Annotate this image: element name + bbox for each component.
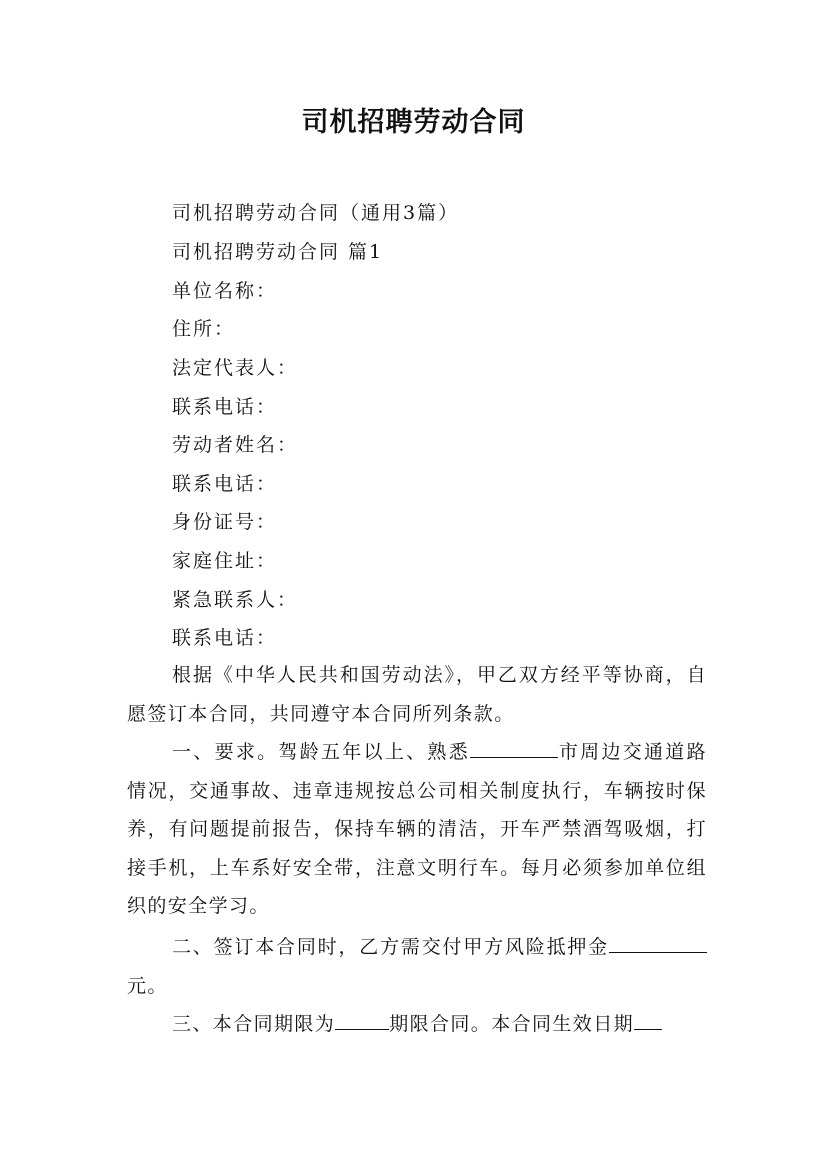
clause-requirements — [127, 733, 707, 926]
field-address: 住所： — [172, 318, 236, 340]
clause-requirements-start: 一、要求。驾龄五年以上、熟悉 — [172, 741, 470, 763]
clause-requirements-rest: 市周边交通道路情况，交通事故、违章违规按总公司相关制度执行，车辆按时保养，有问题提前报告，保持车辆的清洁，开车严禁酒驾吸烟，打接手机，上车系好安全带，注意文明行车。每月必须参加单位组织的安全学习。 — [127, 741, 707, 917]
document-subtitle: 司机招聘劳动合同（通用3篇） — [172, 202, 460, 224]
field-legal-representative: 法定代表人： — [172, 357, 299, 379]
intro-paragraph: 根据《中华人民共和国劳动法》，甲乙双方经平等协商，自愿签订本合同，共同遵守本合同所列条款。 — [127, 664, 707, 725]
city-blank — [470, 739, 558, 758]
field-home-address: 家庭住址： — [172, 550, 278, 572]
field-worker-phone: 联系电话： — [172, 473, 278, 495]
clause-deposit-start: 二、签订本合同时，乙方需交付甲方风险抵押金 — [172, 936, 609, 958]
field-emergency-phone: 联系电话： — [172, 627, 278, 649]
term-blank — [335, 1011, 389, 1030]
section-heading: 司机招聘劳动合同 篇1 — [172, 241, 384, 263]
field-company-name: 单位名称： — [172, 280, 278, 302]
field-worker-name: 劳动者姓名： — [172, 434, 299, 456]
clause-term-start: 三、本合同期限为 — [172, 1013, 336, 1035]
field-company-phone: 联系电话： — [172, 396, 278, 418]
clause-deposit — [127, 928, 707, 1005]
deposit-amount-blank — [609, 934, 707, 953]
effective-date-blank — [634, 1011, 662, 1030]
document-title: 司机招聘劳动合同 — [301, 107, 526, 138]
field-emergency-contact: 紧急联系人： — [172, 589, 299, 611]
clause-deposit-end: 元。 — [127, 974, 168, 997]
field-id-number: 身份证号： — [172, 511, 278, 533]
clause-term — [127, 1005, 707, 1044]
clause-term-mid: 期限合同。本合同生效日期 — [389, 1013, 635, 1035]
